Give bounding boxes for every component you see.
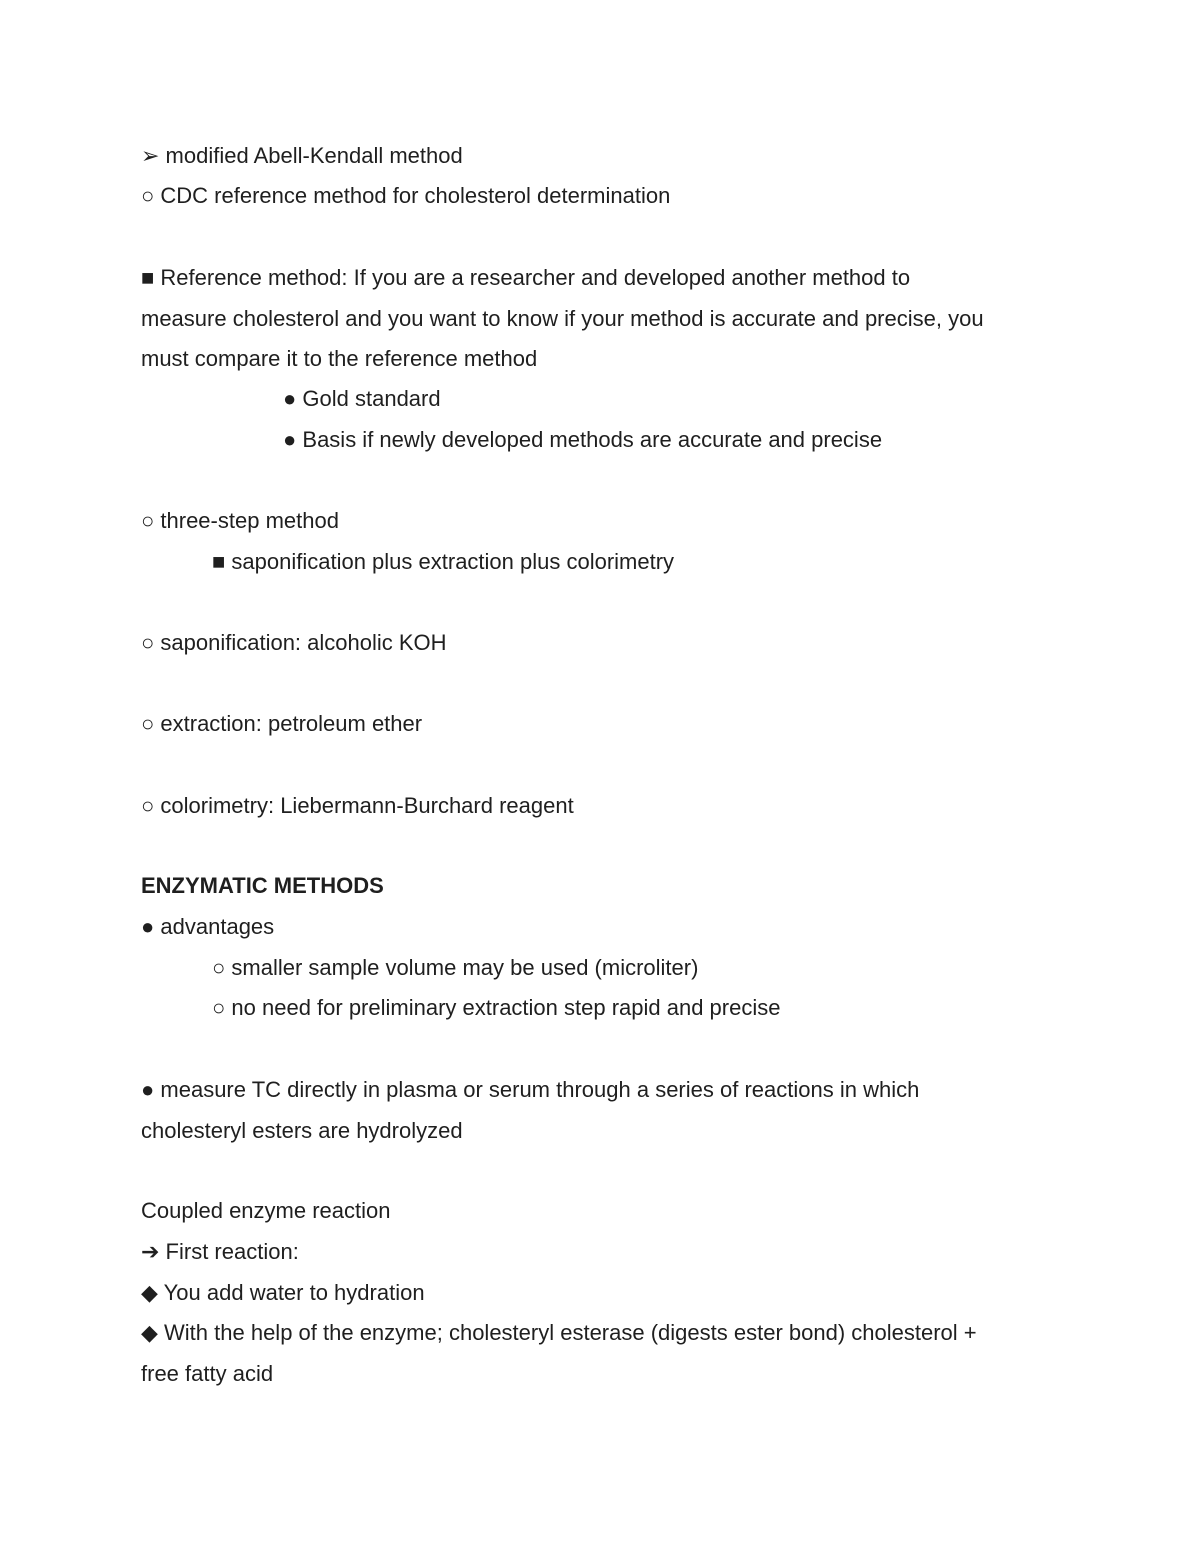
section-heading-enzymatic-methods: ENZYMATIC METHODS (141, 873, 384, 898)
text-line-cholesteryl-esterase-1: ◆ With the help of the enzyme; cholesteryl esterase (digests ester bond) cholesterol + (141, 1320, 977, 1345)
text-line-reference-method-1: ■ Reference method: If you are a researcher and developed another method to (141, 265, 911, 290)
text-line-saponification-plus: ■ saponification plus extraction plus colorimetry (212, 549, 675, 574)
text-line-reference-method-2: measure cholesterol and you want to know if your method is accurate and precise, you (141, 306, 984, 331)
text-line-extraction: ○ extraction: petroleum ether (141, 711, 423, 736)
text-line-modified-abell-kendall: ➢ modified Abell-Kendall method (141, 143, 463, 168)
text-line-basis: ● Basis if newly developed methods are accurate and precise (283, 427, 883, 452)
text-line-reference-method-3: must compare it to the reference method (141, 346, 538, 371)
text-line-first-reaction: ➔ First reaction: (141, 1239, 299, 1264)
text-line-measure-tc-2: cholesteryl esters are hydrolyzed (141, 1118, 463, 1143)
text-line-colorimetry: ○ colorimetry: Liebermann-Burchard reagent (141, 793, 574, 818)
text-line-no-need-extraction: ○ no need for preliminary extraction step rapid and precise (212, 995, 781, 1020)
text-line-gold-standard: ● Gold standard (283, 386, 441, 411)
text-line-add-water: ◆ You add water to hydration (141, 1280, 425, 1305)
text-line-three-step: ○ three-step method (141, 508, 339, 533)
text-line-cdc-reference: ○ CDC reference method for cholesterol determination (141, 183, 671, 208)
text-line-advantages: ● advantages (141, 914, 275, 939)
text-line-coupled-enzyme: Coupled enzyme reaction (141, 1198, 391, 1223)
text-line-saponification: ○ saponification: alcoholic KOH (141, 630, 447, 655)
text-line-cholesteryl-esterase-2: free fatty acid (141, 1361, 274, 1386)
text-line-measure-tc-1: ● measure TC directly in plasma or serum through a series of reactions in which (141, 1077, 920, 1102)
text-line-smaller-sample: ○ smaller sample volume may be used (microliter) (212, 955, 699, 980)
